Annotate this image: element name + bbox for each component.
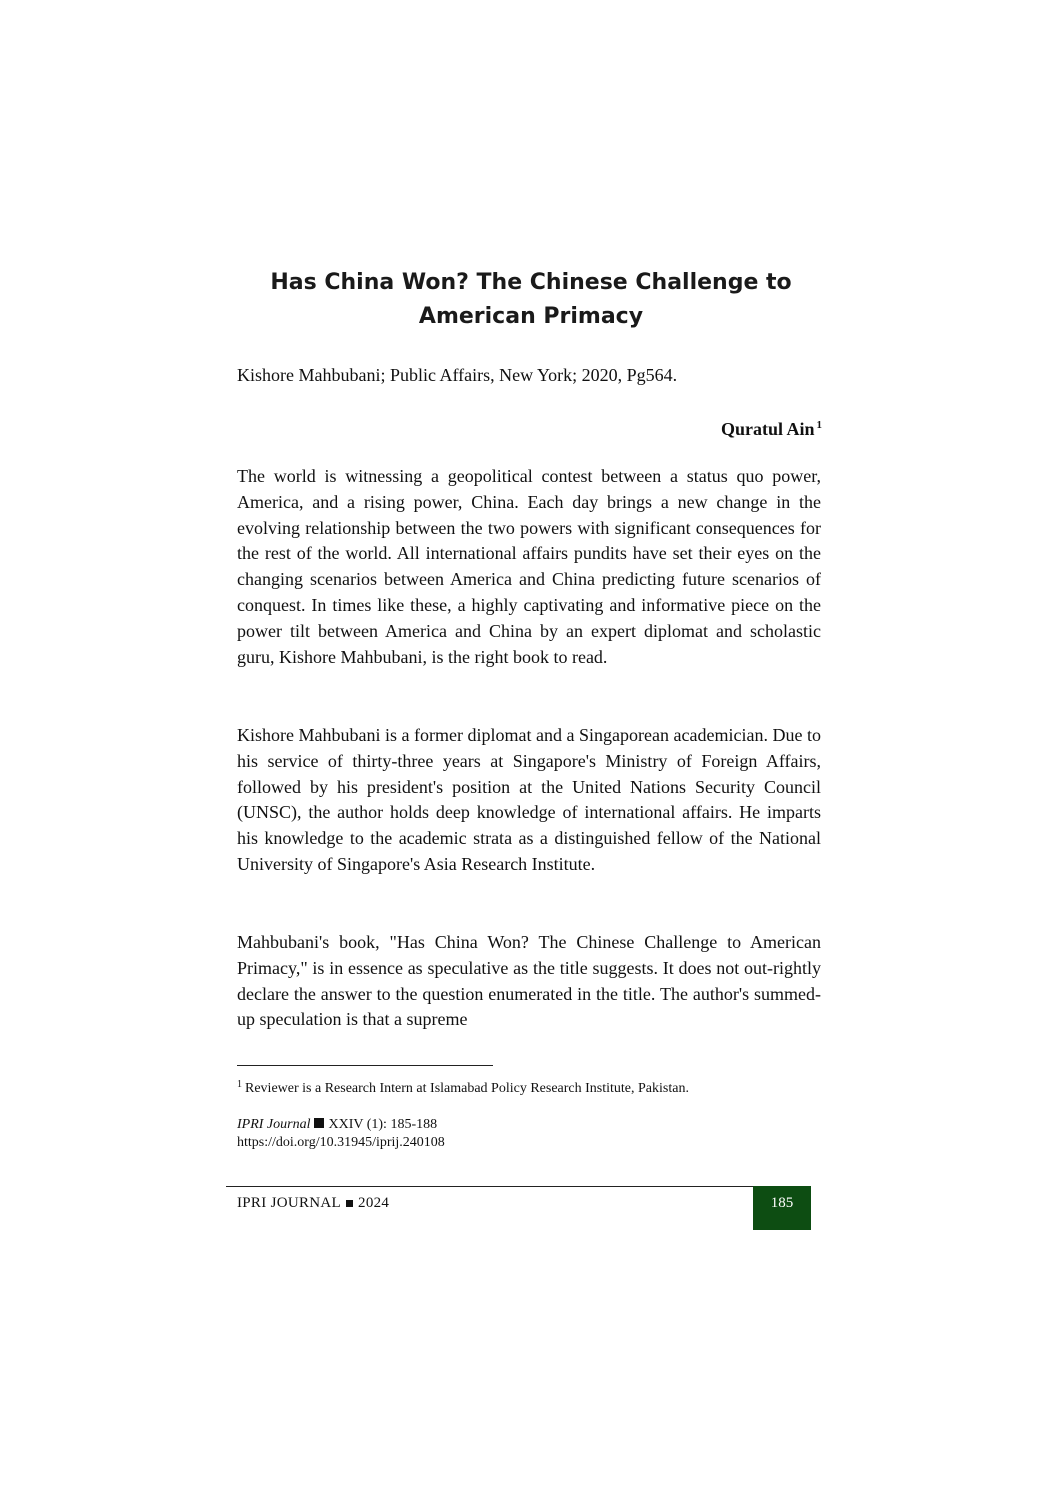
footnote-marker: 1: [237, 1079, 242, 1090]
footnote: [237, 1075, 689, 1099]
book-citation: Kishore Mahbubani; Public Affairs, New York; 2020, Pg564.: [237, 365, 678, 385]
footer-journal: [237, 1193, 389, 1213]
journal-name: IPRI Journal: [237, 1117, 311, 1132]
journal-reference: [237, 1116, 445, 1152]
doi-link[interactable]: https://doi.org/10.31945/iprij.240108: [237, 1135, 445, 1150]
footnote-divider: [237, 1065, 493, 1066]
body-paragraph-3: Mahbubani's book, "Has China Won? The Chinese Challenge to American Primacy," is in essence as speculative as the title suggests. It does not out-rightly declare the answer to the question enumerated in the title. The author's summed-up speculation is that a supreme: [237, 932, 821, 1030]
reviewer-name: [721, 413, 822, 441]
square-separator-icon: [314, 1118, 324, 1128]
author-name: Quratul Ain: [720, 419, 815, 439]
square-bullet-icon: [346, 1200, 353, 1207]
body-paragraph-2: Kishore Mahbubani is a former diplomat and a Singaporean academician. Due to his service of thirty-three years at Singapore's Ministry of Foreign Affairs, followed by his president's position at the United Nations Security Council (UNSC), the author holds deep knowledge of international affairs. He imparts his knowledge to the academic strata as a distinguished fellow of the National University of Singapore's Asia Research Institute.: [237, 725, 821, 874]
title-line-2: American Primacy: [418, 304, 644, 329]
title-line-1: Has China Won? The Chinese Challenge to: [270, 270, 792, 295]
footer-year: 2024: [358, 1195, 390, 1211]
journal-issue-line: [237, 1116, 445, 1134]
author-footnote-marker: 1: [816, 419, 822, 431]
article-title: [200, 266, 862, 334]
journal-issue: XXIV (1): 185-188: [328, 1117, 438, 1132]
footer-journal-name: IPRI JOURNAL: [237, 1195, 342, 1211]
body-paragraph-1: The world is witnessing a geopolitical contest between a status quo power, America, and a rising power, China. Each day brings a new change in the evolving relationship between the two powers with significant consequences for the rest of the world. All international affairs pundits have set their eyes on the changing scenarios between America and China predicting future scenarios of conquest. In times like these, a highly captivating and informative piece on the power tilt between America and China by an expert diplomat and scholastic guru, Kishore Mahbubani, is the right book to read.: [237, 466, 821, 667]
footnote-text: Reviewer is a Research Intern at Islamabad Policy Research Institute, Pakistan.: [245, 1081, 689, 1096]
footer-divider: [226, 1186, 811, 1187]
page-number: 185: [770, 1195, 794, 1211]
page-number-box: [753, 1186, 811, 1230]
